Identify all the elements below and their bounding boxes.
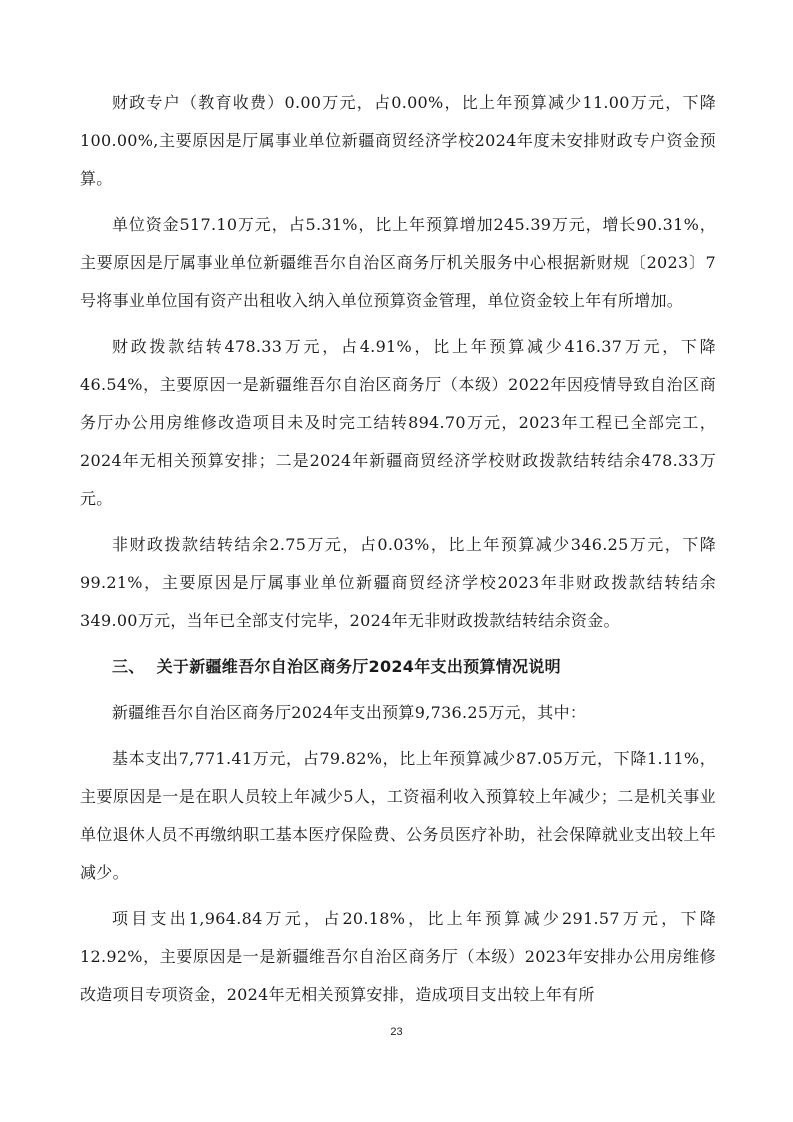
paragraph-unit-funds: 单位资金517.10万元，占5.31%，比上年预算增加245.39万元，增长90.31%，主要原因是厅属事业单位新疆维吾尔自治区商务厅机关服务中心根据新财规〔2023〕7号将事业单位国有资产出租收入纳入单位预算资金管理，单位资金较上年有所增加。 bbox=[80, 215, 716, 310]
paragraph-non-fiscal-carryover: 非财政拨款结转结余2.75万元，占0.03%，比上年预算减少346.25万元，下降99.21%，主要原因是厅属事业单位新疆商贸经济学校2023年非财政拨款结转结余349.00万元，当年已全部支付完毕，2024年无非财政拨款结转结余资金。 bbox=[80, 535, 716, 630]
paragraph-fiscal-carryover: 财政拨款结转478.33万元，占4.91%，比上年预算减少416.37万元，下降46.54%，主要原因一是新疆维吾尔自治区商务厅（本级）2022年因疫情导致自治区商务厅办公用房维修改造项目未及时完工结转894.70万元，2023年工程已全部完工，2024年无相关预算安排；二是2024年新疆商贸经济学校财政拨款结转结余478.33万元。 bbox=[80, 337, 716, 508]
paragraph-basic-expenditure: 基本支出7,771.41万元，占79.82%，比上年预算减少87.05万元，下降1.11%，主要原因是一是在职人员较上年减少5人，工资福利收入预算较上年减少；二是机关事业单位退休人员不再缴纳职工基本医疗保险费、公务员医疗补助，社会保障就业支出较上年减少。 bbox=[80, 749, 716, 882]
paragraph-expenditure-total: 新疆维吾尔自治区商务厅2024年支出预算9,736.25万元，其中： bbox=[112, 703, 587, 722]
document-body bbox=[80, 84, 716, 1022]
paragraph-fiscal-account: 财政专户（教育收费）0.00万元，占0.00%，比上年预算减少11.00万元，下降100.00%,主要原因是厅属事业单位新疆商贸经济学校2024年度未安排财政专户资金预算。 bbox=[80, 93, 716, 188]
paragraph-project-expenditure: 项目支出1,964.84万元，占20.18%，比上年预算减少291.57万元，下降12.92%，主要原因是一是新疆维吾尔自治区商务厅（本级）2023年安排办公用房维修改造项目专项资金，2024年无相关预算安排，造成项目支出较上年有所 bbox=[80, 909, 716, 1004]
section-number: 三、 bbox=[112, 657, 145, 676]
section-title: 关于新疆维吾尔自治区商务厅2024年支出预算情况说明 bbox=[156, 657, 561, 676]
section-heading bbox=[80, 648, 716, 686]
page-number: 23 bbox=[390, 1026, 403, 1038]
